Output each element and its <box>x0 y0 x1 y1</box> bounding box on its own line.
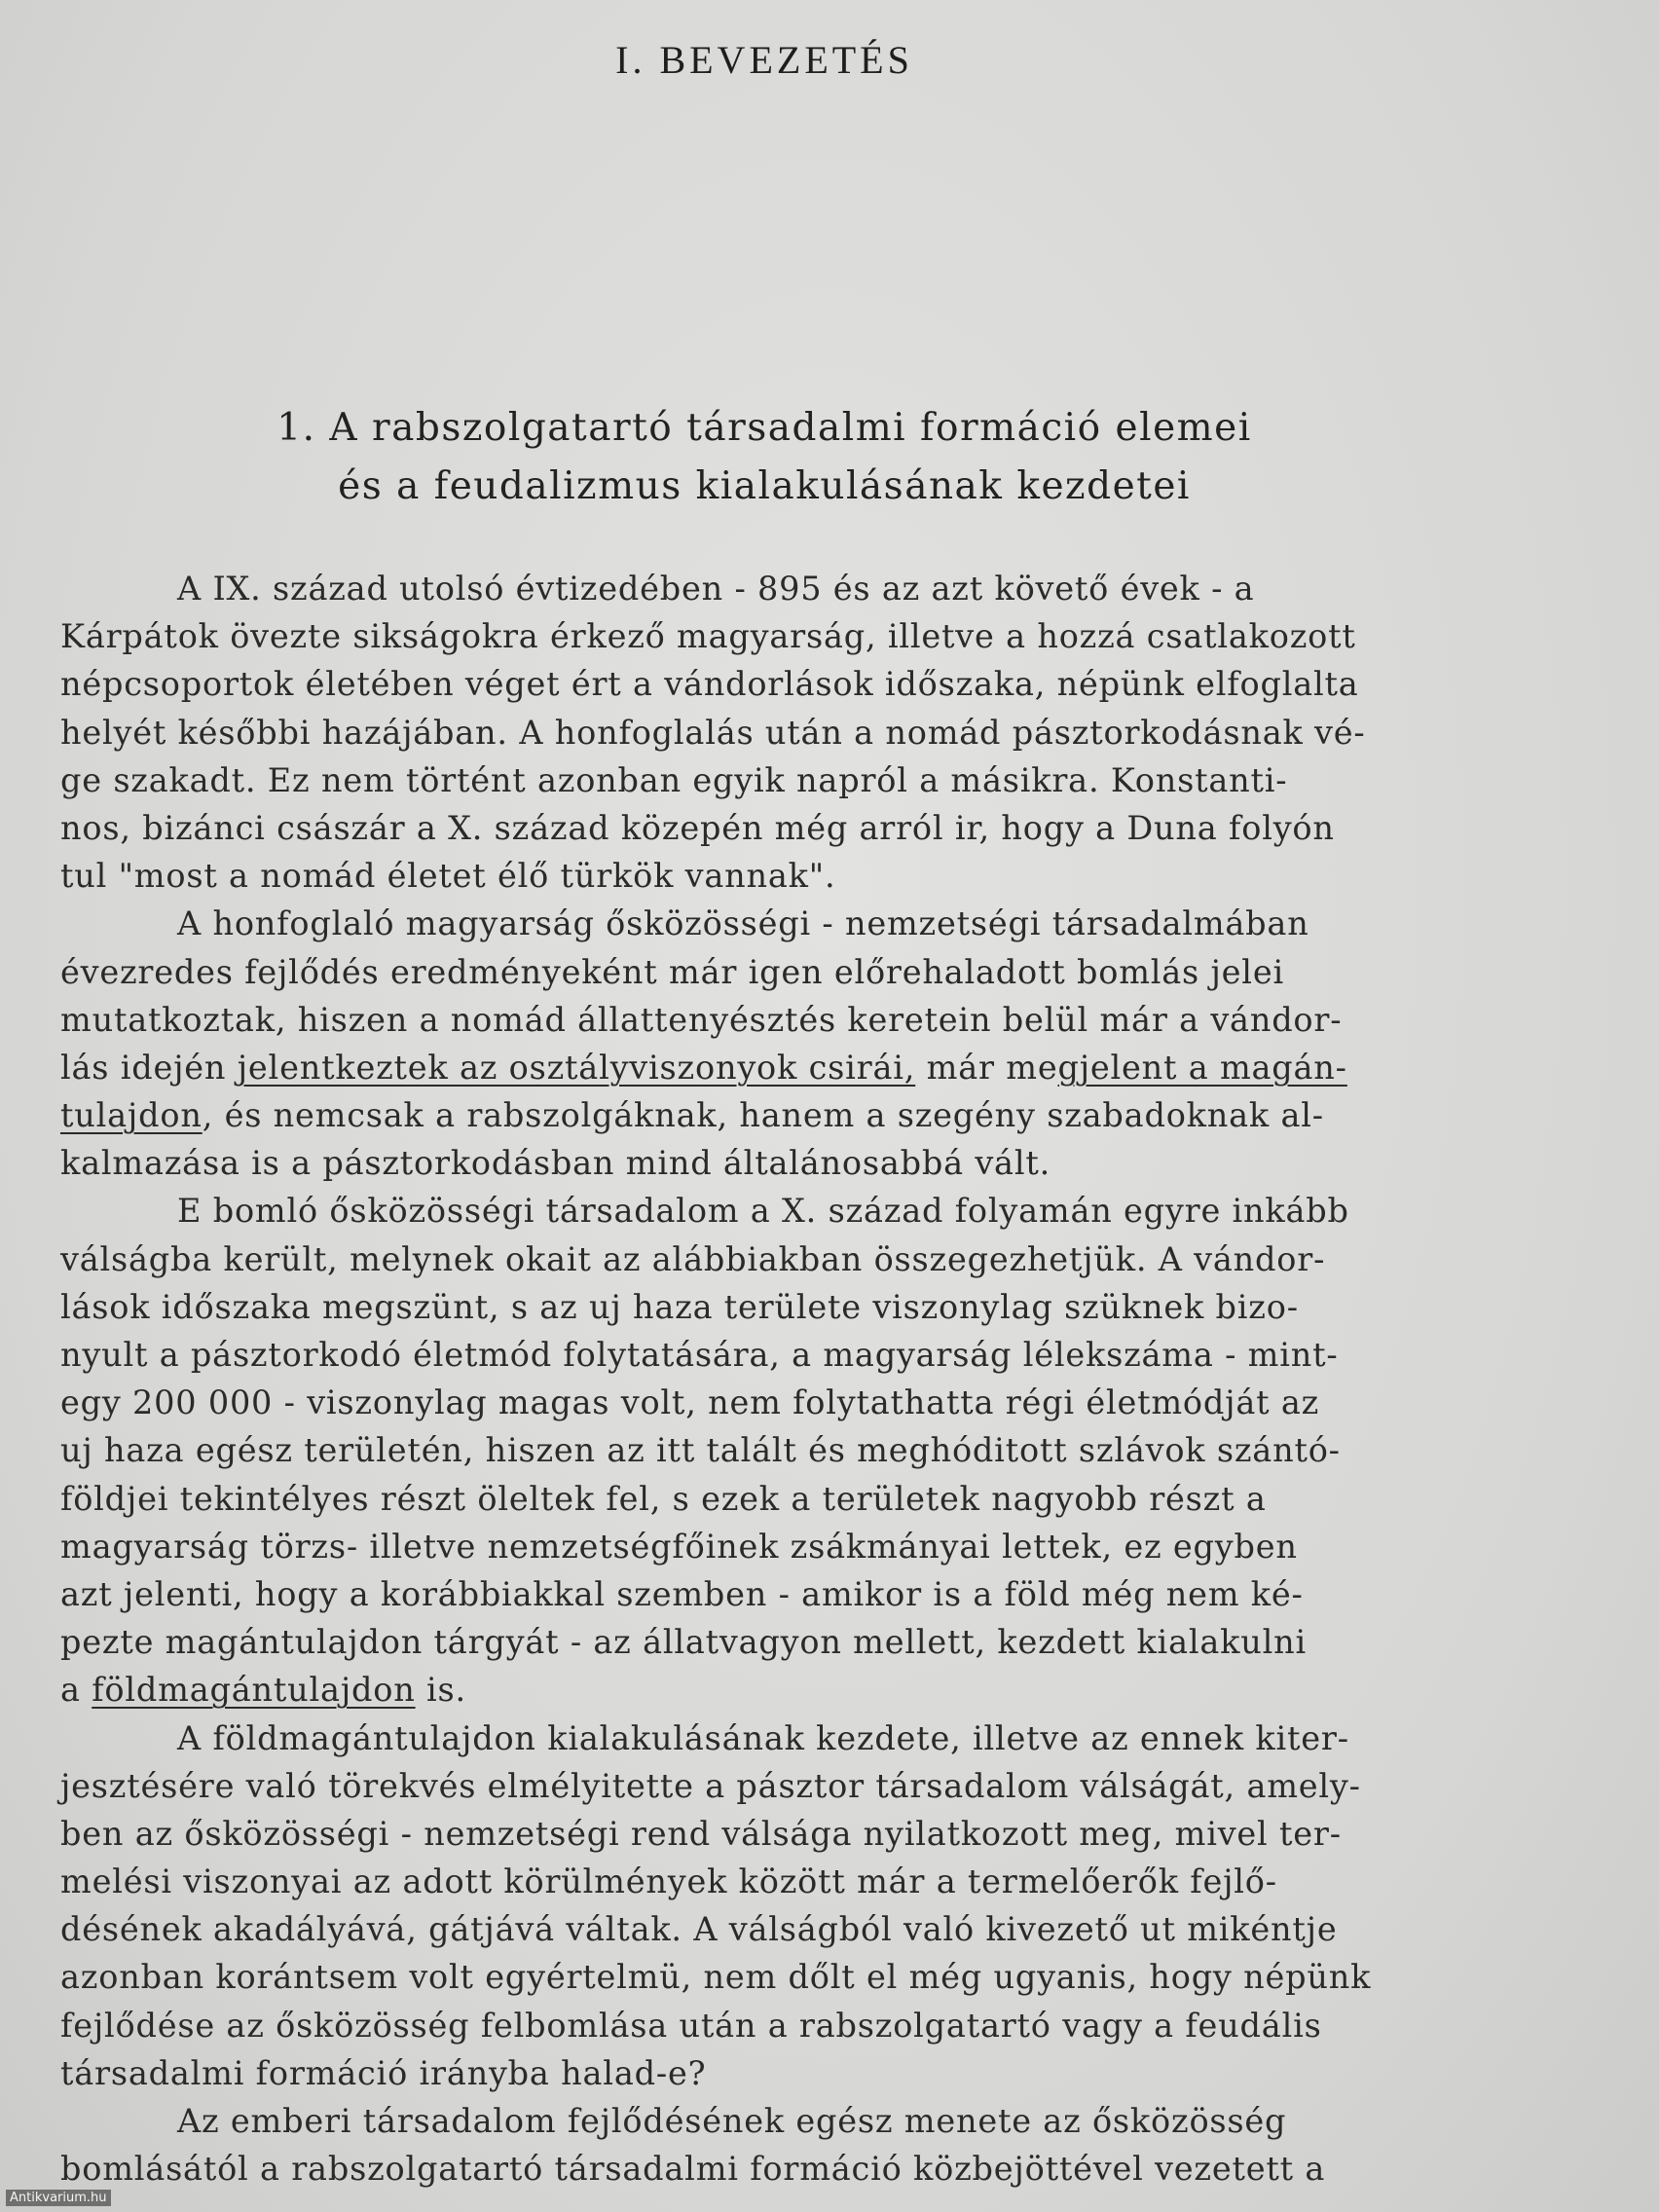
text-line: azonban korántsem volt egyértelmü, nem dőlt el még ugyanis, hogy népünk <box>60 1958 1372 1997</box>
underlined-phrase: tulajdon <box>60 1096 203 1135</box>
section-heading-line-2: és a feudalizmus kialakulásának kezdetei <box>338 464 1191 508</box>
body-text <box>60 565 1501 2193</box>
text-line: mutatkoztak, hiszen a nomád állattenyésztés keretein belül már a vándor- <box>60 1000 1343 1039</box>
text-line: ben az ősközösségi - nemzetségi rend válsága nyilatkozott meg, mivel ter- <box>60 1814 1342 1853</box>
text-line: Kárpátok övezte sikságokra érkező magyarság, illetve a hozzá csatlakozott <box>60 617 1356 656</box>
text-line: fejlődése az ősközösség felbomlása után a rabszolgatartó vagy a feudális <box>60 2006 1322 2045</box>
text-line: nyult a pásztorkodó életmód folytatására, a magyarság lélekszáma - mint- <box>60 1336 1339 1374</box>
text-line <box>60 1666 1501 1714</box>
text-span: , és nemcsak a rabszolgáknak, hanem a szegény szabadoknak al- <box>202 1096 1324 1135</box>
text-line: helyét későbbi hazájában. A honfoglalás után a nomád pásztorkodásnak vé- <box>60 713 1366 752</box>
text-line: E bomló ősközösségi társadalom a X. század folyamán egyre inkább <box>177 1192 1349 1231</box>
section-heading-line-1: 1. A rabszolgatartó társadalmi formáció elemei <box>276 406 1252 450</box>
underlined-phrase: jelentkeztek az osztályviszonyok csirái, <box>237 1048 916 1087</box>
text-line: földjei tekintélyes részt öleltek fel, s ezek a területek nagyobb részt a <box>60 1479 1267 1518</box>
text-line: ge szakadt. Ez nem történt azonban egyik napról a másikra. Konstanti- <box>60 760 1288 799</box>
text-line: társadalmi formáció irányba halad-e? <box>60 2053 707 2092</box>
text-line: melési viszonyai az adott körülmények között már a termelőerők fejlő- <box>60 1862 1277 1901</box>
text-line: nos, bizánci császár a X. század közepén még arról ir, hogy a Duna folyón <box>60 808 1335 847</box>
text-line: lások időszaka megszünt, s az uj haza területe viszonylag szüknek bizo- <box>60 1287 1299 1326</box>
text-line: pezte magántulajdon tárgyát - az állatvagyon mellett, kezdett kialakulni <box>60 1623 1308 1662</box>
text-line <box>60 1091 1501 1139</box>
text-span: a <box>60 1671 92 1710</box>
text-line: A IX. század utolsó évtizedében - 895 és az azt követő évek - a <box>177 570 1255 608</box>
text-line: válságba került, melynek okait az alábbiakban összegezhetjük. A vándor- <box>60 1239 1326 1278</box>
chapter-title: I. BEVEZETÉS <box>615 38 913 82</box>
text-line: uj haza egész területén, hiszen az itt talált és meghóditott szlávok szántó- <box>60 1431 1341 1470</box>
watermark: Antikvarium.hu <box>6 2190 111 2206</box>
text-line: désének akadályává, gátjává váltak. A válságból való kivezető ut mikéntje <box>60 1910 1338 1949</box>
text-line: tul "most a nomád életet élő türkök vannak". <box>60 857 836 896</box>
text-line: jesztésére való törekvés elmélyitette a pásztor társadalom válságát, amely- <box>60 1766 1361 1805</box>
text-line: kalmazása is a pásztorkodásban mind általánosabbá vált. <box>60 1144 1051 1183</box>
underlined-phrase: földmagántulajdon <box>92 1671 416 1710</box>
section-heading <box>0 399 1529 516</box>
text-line: bomlásától a rabszolgatartó társadalmi formáció közbejöttével vezetett a <box>60 2150 1326 2189</box>
text-line: azt jelenti, hogy a korábbiakkal szemben - amikor is a föld még nem ké- <box>60 1574 1304 1613</box>
text-line: Az emberi társadalom fejlődésének egész menete az ősközösség <box>177 2102 1287 2140</box>
text-line: A honfoglaló magyarság ősközösségi - nemzetségi társadalmában <box>177 904 1309 943</box>
text-line: egy 200 000 - viszonylag magas volt, nem folytathatta régi életmódját az <box>60 1383 1320 1422</box>
text-span: is. <box>415 1671 466 1710</box>
text-line <box>60 1044 1501 1091</box>
text-line: népcsoportok életében véget ért a vándorlások időszaka, népünk elfoglalta <box>60 665 1359 704</box>
underlined-phrase: gjelent a magán- <box>1057 1048 1347 1087</box>
text-line: A földmagántulajdon kialakulásának kezdete, illetve az ennek kiter- <box>177 1718 1349 1757</box>
text-line: évezredes fejlődés eredményeként már igen előrehaladott bomlás jelei <box>60 952 1284 991</box>
text-span: lás idején <box>60 1048 238 1087</box>
text-span: már me <box>915 1048 1058 1087</box>
text-line: magyarság törzs- illetve nemzetségfőinek zsákmányai lettek, ez egyben <box>60 1527 1298 1566</box>
